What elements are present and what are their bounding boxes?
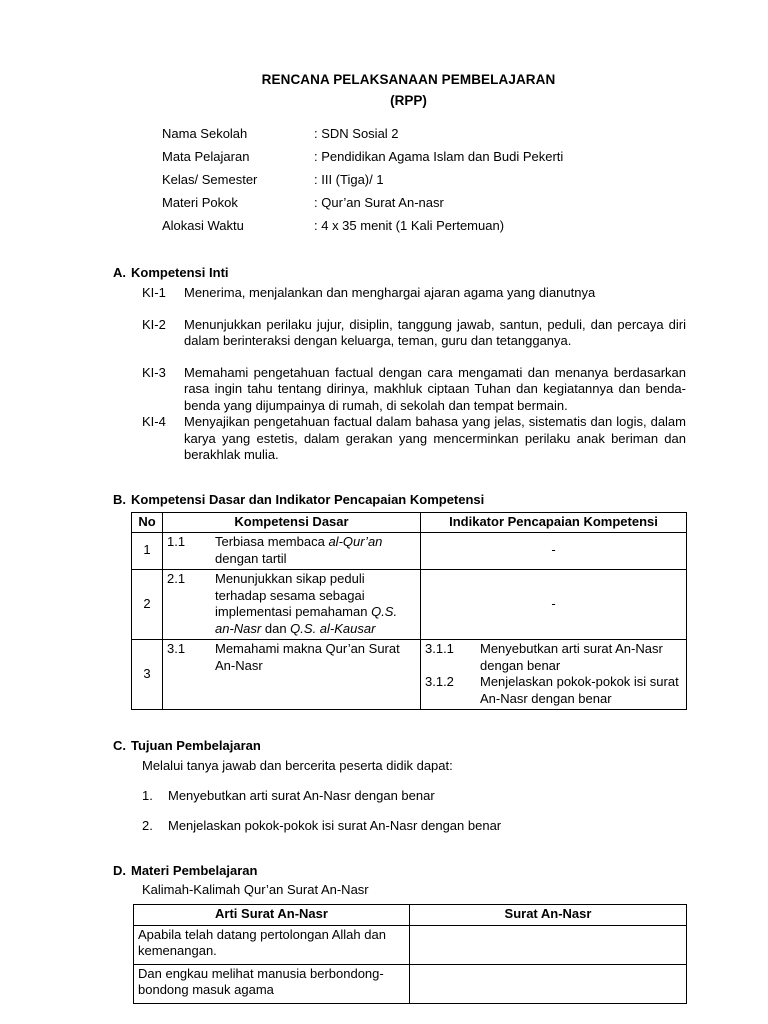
ki-key: KI-2 [142,316,166,332]
indicator-number: 3.1.2 [425,674,454,689]
section-letter: D. [113,863,126,878]
tujuan-list [142,787,686,835]
list-item-number: 1. [142,788,153,803]
meta-row [162,191,686,214]
kd-number: 1.1 [167,534,186,549]
meta-value: : Pendidikan Agama Islam dan Budi Pekerti [314,149,564,164]
section-title: Tujuan Pembelajaran [131,738,261,753]
cell-indicator [421,640,687,710]
ki-key: KI-3 [142,364,166,380]
section-letter: A. [113,265,126,280]
section-heading-c [113,738,686,753]
ki-text: Memahami pengetahuan factual dengan cara mengamati dan menanya berdasarkan rasa ingin tahu tentang dirinya, makhluk ciptaan Tuhan dan kegiatannya dan benda-benda yang dijumpainya di rumah, di sekolah dan tempat bermain. [184,364,686,413]
section-heading-a [113,265,686,280]
meta-label: Mata Pelajaran [162,149,250,164]
list-item-text: Menyebutkan arti surat An-Nasr dengan benar [168,788,435,803]
kd-italic-term-2: Q.S. al-Kausar [290,620,376,636]
cell-surat [410,925,687,964]
cell-kompetensi-dasar [163,640,421,710]
indicator-text: Menjelaskan pokok-pokok isi surat An-Nasr dengan benar [480,674,679,706]
column-header-kd: Kompetensi Dasar [163,512,421,533]
column-header-indicator: Indikator Pencapaian Kompetensi [421,512,687,533]
kd-italic-term: al-Qur’an [328,534,383,549]
kd-number: 2.1 [167,571,186,586]
section-title: Materi Pembelajaran [131,863,258,878]
kd-text: Memahami makna Qur’an Surat An-Nasr [215,641,400,673]
tujuan-intro: Melalui tanya jawab dan bercerita peserta didik dapat: [142,758,453,773]
kompetensi-inti-list [142,285,686,464]
meta-row [162,122,686,145]
ki-text: Menerima, menjalankan dan menghargai ajaran agama yang dianutnya [184,285,596,300]
table-row [134,925,687,964]
meta-row [162,214,686,237]
section-heading-b [113,492,686,507]
meta-label: Materi Pokok [162,195,238,210]
table-row [134,964,687,1003]
table-row [132,533,687,570]
column-header-no: No [132,512,163,533]
list-item [142,817,686,835]
table-row [132,640,687,710]
meta-value: : Qur’an Surat An-nasr [314,195,444,210]
cell-no: 1 [132,533,163,570]
table-header-row [132,512,687,533]
meta-row [162,145,686,168]
meta-value: : 4 x 35 menit (1 Kali Pertemuan) [314,218,505,233]
kd-text: Menunjukkan sikap peduli terhadap sesama sebagai implementasi pemahaman Q.S. an-Nasr dan Q.S. al-Kausar [215,571,398,636]
ki-key: KI-4 [142,414,166,429]
ki-item [142,285,686,302]
section-title: Kompetensi Inti [131,265,229,280]
meta-label: Kelas/ Semester [162,172,258,187]
section-heading-d [113,863,686,878]
meta-value: : III (Tiga)/ 1 [314,172,384,187]
document-title: RENCANA PELAKSANAAN PEMBELAJARAN [261,72,556,87]
materi-subtitle: Kalimah-Kalimah Qur’an Surat An-Nasr [142,882,369,897]
cell-no: 3 [132,640,163,710]
document-meta-list [162,122,686,237]
cell-arti: Dan engkau melihat manusia berbondong-bondong masuk agama [134,964,410,1003]
table-header-row [134,905,687,926]
cell-kompetensi-dasar [163,533,421,570]
ki-key: KI-1 [142,285,166,300]
list-item [142,787,686,805]
section-title: Kompetensi Dasar dan Indikator Pencapaian Kompetensi [131,491,485,507]
cell-no: 2 [132,570,163,640]
cell-indicator: - [421,533,687,570]
indicator-text: Menyebutkan arti surat An-Nasr dengan benar [480,641,663,673]
indicator-number: 3.1.1 [425,641,454,656]
document-subtitle: (RPP) [390,93,427,108]
kompetensi-dasar-table [131,512,687,711]
cell-arti: Apabila telah datang pertolongan Allah dan kemenangan. [134,925,410,964]
ki-text: Menunjukkan perilaku jujur, disiplin, tanggung jawab, santun, peduli, dan percaya diri dalam berinteraksi dengan keluarga, teman, guru dan tetangganya. [184,316,686,348]
list-item-text: Menjelaskan pokok-pokok isi surat An-Nasr dengan benar [168,818,502,833]
column-header-arti: Arti Surat An-Nasr [134,905,410,926]
column-header-surat: Surat An-Nasr [410,905,687,926]
ki-text: Menyajikan pengetahuan factual dalam bahasa yang jelas, sistematis dan logis, dalam karya yang estetis, dalam gerakan yang mencerminkan perilaku anak beriman dan berakhlak mulia. [184,414,686,462]
indicator-item [425,641,682,674]
section-letter: C. [113,738,126,753]
ki-item [142,365,686,415]
cell-kompetensi-dasar [163,570,421,640]
kd-italic-term: Q.S. an-Nasr [215,604,398,636]
meta-label: Alokasi Waktu [162,218,244,233]
ki-item [142,317,686,350]
kd-number: 3.1 [167,641,186,656]
indicator-item [425,674,682,707]
cell-surat [410,964,687,1003]
materi-table [133,904,687,1004]
table-row [132,570,687,640]
meta-row [162,168,686,191]
cell-indicator: - [421,570,687,640]
section-letter: B. [113,491,126,507]
meta-label: Nama Sekolah [162,126,248,141]
meta-value: : SDN Sosial 2 [314,126,399,141]
list-item-number: 2. [142,818,153,833]
ki-item [142,414,686,464]
kd-text: Terbiasa membaca al-Qur’an dengan tartil [215,534,383,566]
